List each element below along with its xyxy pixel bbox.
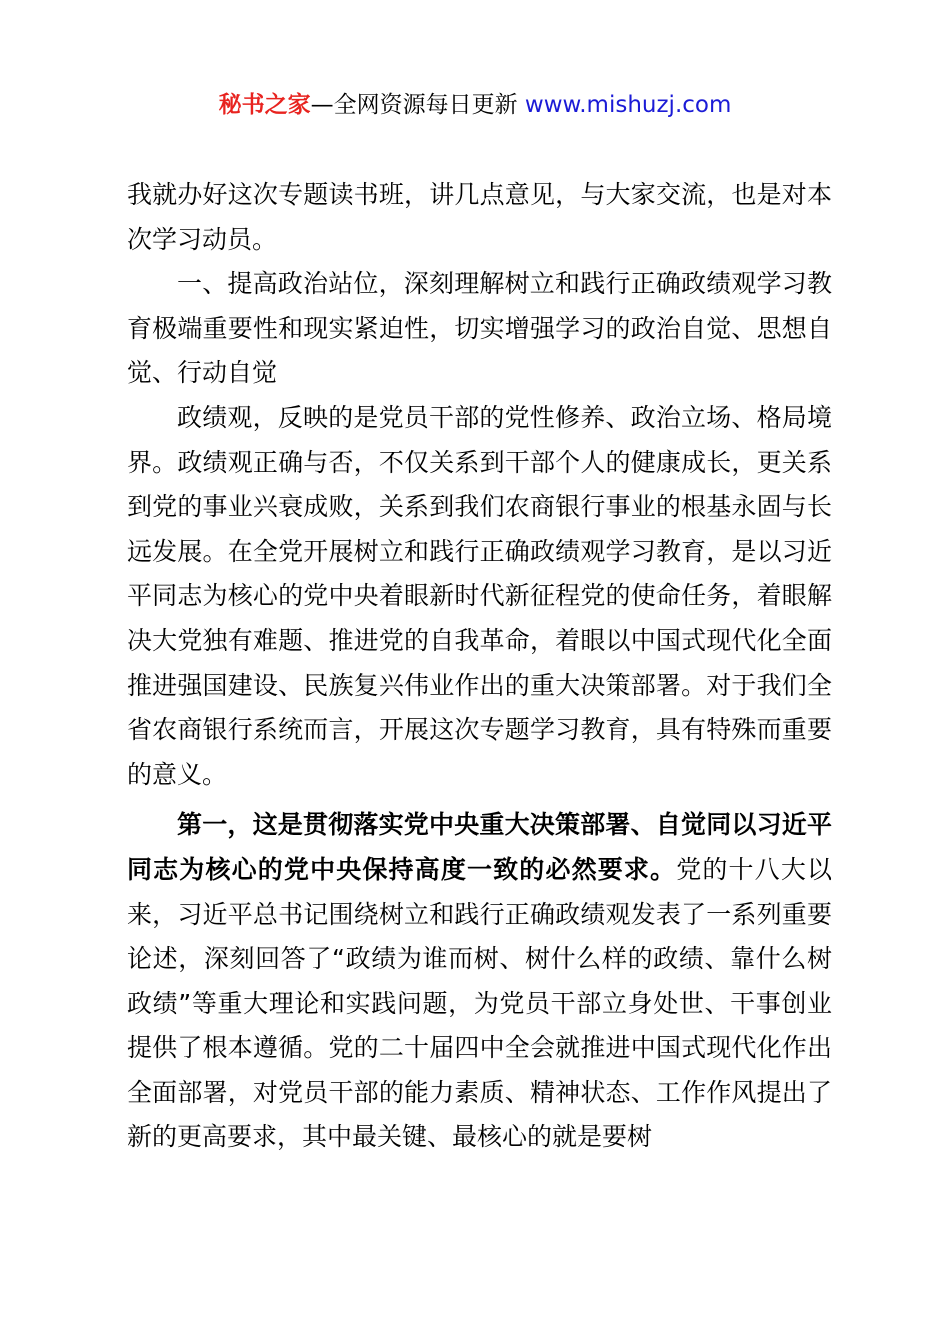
first-point-body: 党的十八大以来，习近平总书记围绕树立和践行正确政绩观发表了一系列重要论述，深刻回答了“政绩为谁而树、树什么样的政绩、靠什么树政绩”等重大理论和实践问题，为党员干部立身处世、干事创业提供了根本遵循。党的二十届四中全会就推进中国式现代化作出全面部署，对党员干部的能力素质、精神状态、工作作风提出了新的更高要求，其中最关键、最核心的就是要树: [127, 854, 832, 1152]
paragraph-intro: 我就办好这次专题读书班，讲几点意见，与大家交流，也是对本次学习动员。: [127, 180, 832, 254]
site-header: [0, 88, 950, 122]
header-tagline: —全网资源每日更新: [310, 92, 525, 118]
paragraph-political-outlook: 政绩观，反映的是党员干部的党性修养、政治立场、格局境界。政绩观正确与否，不仅关系到干部个人的健康成长，更关系到党的事业兴衰成败，关系到我们农商银行事业的根基永固与长远发展。在全党开展树立和践行正确政绩观学习教育，是以习近平同志为核心的党中央着眼新时代新征程党的使命任务，着眼解决大党独有难题、推进党的自我革命，着眼以中国式现代化全面推进强国建设、民族复兴伟业作出的重大决策部署。对于我们全省农商银行系统而言，开展这次专题学习教育，具有特殊而重要的意义。: [127, 402, 832, 789]
document-body: [127, 173, 832, 1160]
first-point-lead: 第一，这是贯彻落实党中央重大决策部署、自觉同以习近平同志为核心的党中央保持高度一致的必然要求。: [127, 810, 832, 884]
paragraph-first-point: [127, 803, 832, 1160]
site-url-link[interactable]: www.mishuzj.com: [524, 92, 732, 118]
brand-name: 秘书之家: [218, 92, 311, 118]
section-heading-one: 一、提高政治站位，深刻理解树立和践行正确政绩观学习教育极端重要性和现实紧迫性，切实增强学习的政治自觉、思想自觉、行动自觉: [127, 269, 832, 388]
